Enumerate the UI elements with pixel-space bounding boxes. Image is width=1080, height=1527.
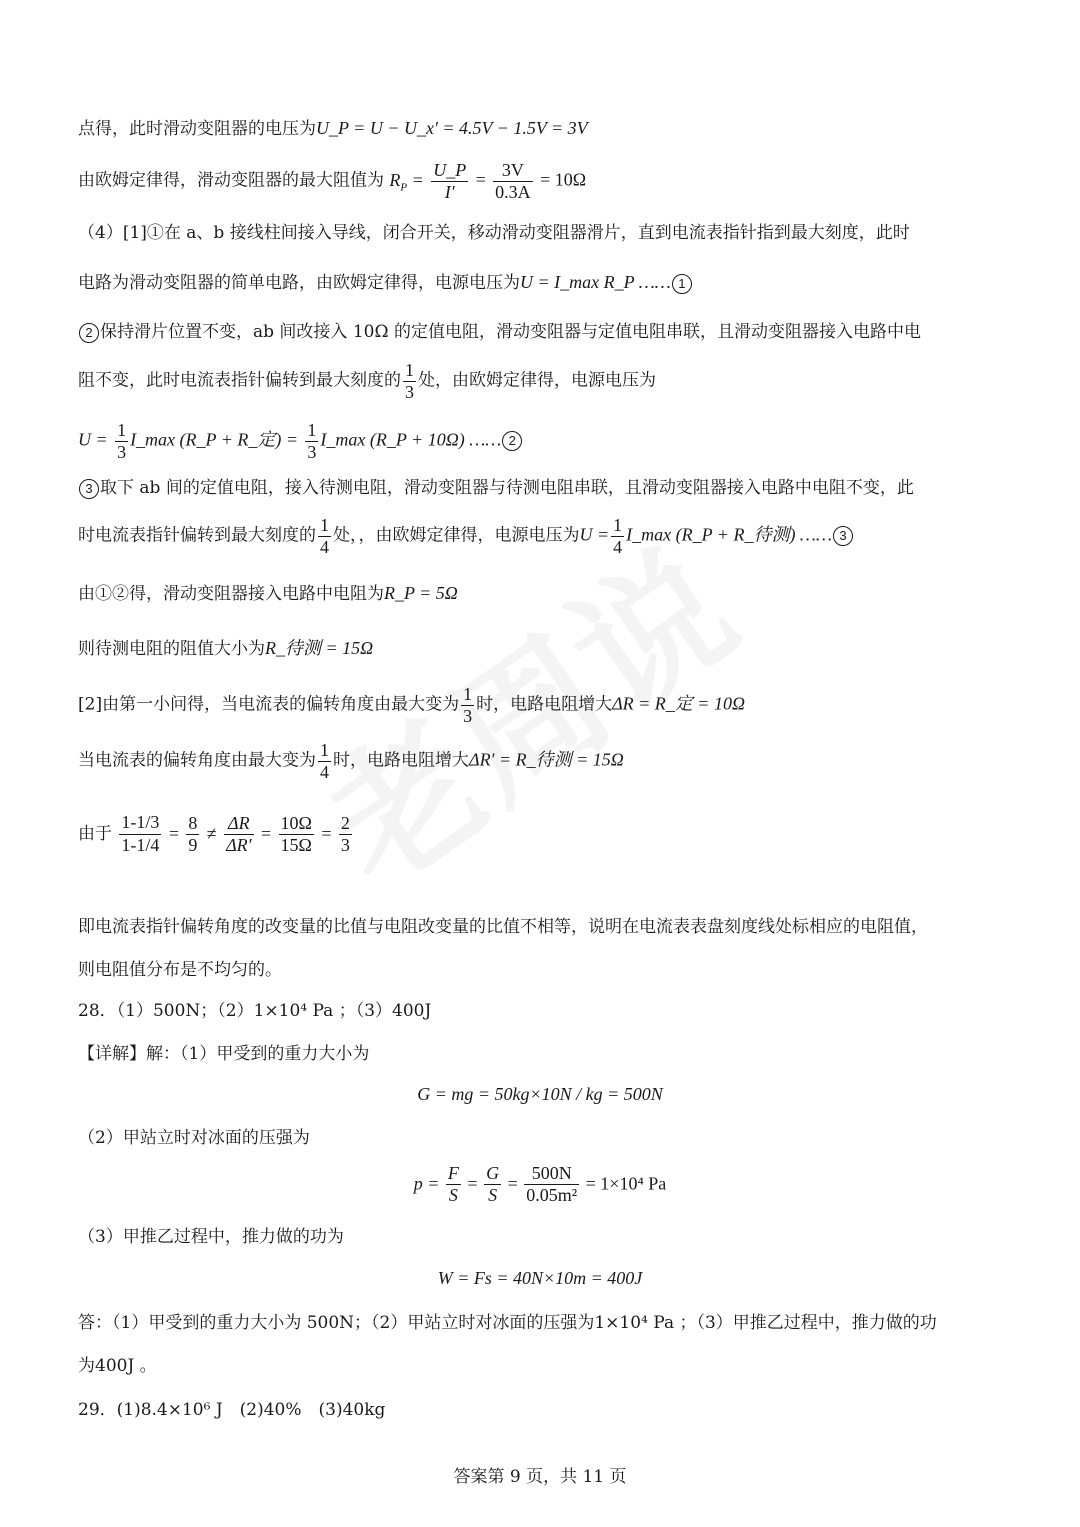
text-line-12 — [78, 684, 745, 726]
formula: U = — [78, 429, 108, 450]
text-line-14: 由于 $\frac{1-1/3}{1-1/4}$ = $\frac{8}{9}$ ≠ $\frac{\Delta R}{\Delta R'}$ = $\frac{10\Omega}{15\Omega}$ = $\frac{2}{3}$ — [78, 812, 350, 855]
fraction: $\frac{F}{S}$ — [447, 1163, 459, 1205]
equation-work: W = Fs = 40N×10m = 400J — [437, 1268, 643, 1288]
fraction: $\frac{\Delta R}{\Delta R'}$ — [226, 812, 252, 855]
fraction: $\frac{10\Omega}{15\Omega}$ — [280, 812, 312, 855]
text-line-10 — [78, 583, 458, 605]
text-line-5 — [78, 322, 921, 343]
fraction: $\frac{1}{3}$ — [463, 684, 473, 726]
line-text: [2]由第一小问得，当电流表的偏转角度由最大变为 — [78, 694, 460, 715]
question-29-answer: 29．(1)8.4×10⁶ J (2)40% (3)40kg — [78, 1400, 386, 1420]
line-text: 当电流表的偏转角度由最大变为 — [78, 750, 316, 771]
line-text: 时，电路电阻增大 — [476, 694, 613, 715]
step-3-text: （3）甲推乙过程中，推力做的功为 — [78, 1227, 344, 1247]
text-line-4 — [78, 272, 693, 294]
fraction: $\frac{3V}{0.3A}$ — [495, 160, 531, 202]
text-line-2: 由欧姆定律得，滑动变阻器的最大阻值为 $R_P$ = $\frac{U\_P}{I'}$ = $\frac{3V}{0.3A}$ = 10Ω — [78, 160, 587, 202]
formula-result: = 10Ω — [540, 169, 587, 190]
text-line-15: 即电流表指针偏转角度的改变量的比值与电阻改变量的比值不相等，说明在电流表表盘刻度线处标相应的电阻值， — [78, 917, 928, 937]
line-text: 取下 ab 间的定值电阻，接入待测电阻，滑动变阻器与待测电阻串联，且滑动变阻器接入电路中电阻不变，此 — [100, 478, 914, 498]
step-2-text: （2）甲站立时对冰面的压强为 — [78, 1128, 310, 1148]
formula: I_max (R_P + R_待测) …… — [626, 524, 832, 545]
circled-number: 3 — [79, 479, 99, 499]
line-text: 点得，此时滑动变阻器的电压为 — [78, 119, 316, 139]
formula: R_待测 = 15Ω — [265, 638, 374, 658]
fraction: $\frac{1}{4}$ — [320, 515, 329, 557]
line-text: 时电流表指针偏转到最大刻度的 — [78, 525, 316, 546]
fraction: $\frac{1}{3}$ — [405, 360, 414, 402]
fraction: $\frac{G}{S}$ — [486, 1163, 500, 1205]
formula: U = I_max R_P …… — [520, 272, 671, 292]
text-line-11 — [78, 638, 373, 660]
equation-pressure: p = $\frac{F}{S}$ = $\frac{G}{S}$ = $\frac{500N}{\text{0.05m²}}$ = 1×10⁴ Pa — [413, 1163, 667, 1205]
detail-line — [78, 1044, 369, 1064]
fraction: $\frac{U\_P}{I'}$ — [433, 160, 467, 202]
fraction: $\frac{2}{3}$ — [340, 812, 350, 855]
answer-line-1: 答：（1）甲受到的重力大小为 500N；（2）甲站立时对冰面的压强为1×10⁴ Pa ；（3）甲推乙过程中，推力做的功 — [78, 1313, 937, 1333]
fraction: $\frac{1}{4}$ — [320, 740, 329, 782]
formula: U_P = U − U_x′ = 4.5V − 1.5V = 3V — [316, 118, 588, 138]
compound-fraction: $\frac{1-1/3}{1-1/4}$ — [121, 812, 160, 855]
formula: ΔR = R_定 = 10Ω — [612, 693, 745, 714]
fraction: $\frac{1}{3}$ — [307, 420, 317, 462]
line-text: 解：（1）甲受到的重力大小为 — [146, 1044, 370, 1064]
detail-label: 【详解】 — [78, 1044, 146, 1064]
text-line-3: （4）[1]①在 a、b 接线柱间接入导线，闭合开关，移动滑动变阻器滑片，直到电流表指针指到最大刻度，此时 — [78, 223, 910, 243]
fraction: $\frac{1}{3}$ — [117, 420, 127, 462]
line-text: 处，由欧姆定律得，电源电压为 — [418, 370, 656, 391]
fraction: $\frac{8}{9}$ — [188, 812, 198, 855]
line-text: 保持滑片位置不变，ab 间改接入 10Ω 的定值电阻，滑动变阻器与定值电阻串联，且滑动变阻器接入电路中电 — [100, 322, 921, 342]
line-text: 由欧姆定律得，滑动变阻器的最大阻值为 — [78, 170, 384, 191]
formula-rp: $R_P$ = — [389, 169, 424, 194]
circled-number: 2 — [79, 323, 99, 343]
line-text: 阻不变，此时电流表指针偏转到最大刻度的 — [78, 370, 401, 391]
circled-number: 1 — [672, 274, 692, 294]
equation-gravity: G = mg = 50kg×10N / kg = 500N — [417, 1084, 663, 1104]
formula: R_P = 5Ω — [384, 583, 458, 603]
line-text: 由①②得，滑动变阻器接入电路中电阻为 — [78, 584, 384, 604]
formula: I_max (R_P + 10Ω) …… — [320, 429, 502, 450]
text-line-16: 则电阻值分布是不均匀的。 — [78, 960, 282, 980]
answer-line-2: 为400J 。 — [78, 1356, 157, 1376]
text-line-1 — [78, 118, 588, 140]
question-28-answer: 28．（1）500N；（2）1×10⁴ Pa ；（3）400J — [78, 1001, 432, 1021]
text-line-13 — [78, 740, 624, 782]
text-line-7 — [78, 420, 523, 462]
formula: ΔR′ = R_待测 = 15Ω — [469, 749, 624, 770]
text-line-9: 时电流表指针偏转到最大刻度的 $\frac{1}{4}$ 处，，由欧姆定律得，电源电压为U = $\frac{1}{4}$ I_max (R_P + R_待测) …… 3 — [78, 515, 854, 557]
formula: I_max (R_P + R_定) = — [130, 429, 298, 450]
fraction: $\frac{500N}{\text{0.05m²}}$ — [526, 1163, 578, 1205]
line-text: 由于 — [78, 823, 112, 844]
text-line-8 — [78, 478, 914, 499]
line-text: 电路为滑动变阻器的简单电路，由欧姆定律得，电源电压为 — [78, 273, 520, 293]
line-text: 处，，由欧姆定律得，电源电压为 — [333, 525, 580, 546]
fraction: $\frac{1}{4}$ — [613, 515, 623, 557]
page-footer: 答案第 9 页，共 11 页 — [453, 1467, 627, 1487]
text-line-6 — [78, 360, 656, 402]
line-text: 则待测电阻的阻值大小为 — [78, 639, 265, 659]
line-text: 时，电路电阻增大 — [333, 750, 469, 771]
circled-number: 2 — [502, 431, 522, 451]
circled-number: 3 — [833, 526, 853, 546]
